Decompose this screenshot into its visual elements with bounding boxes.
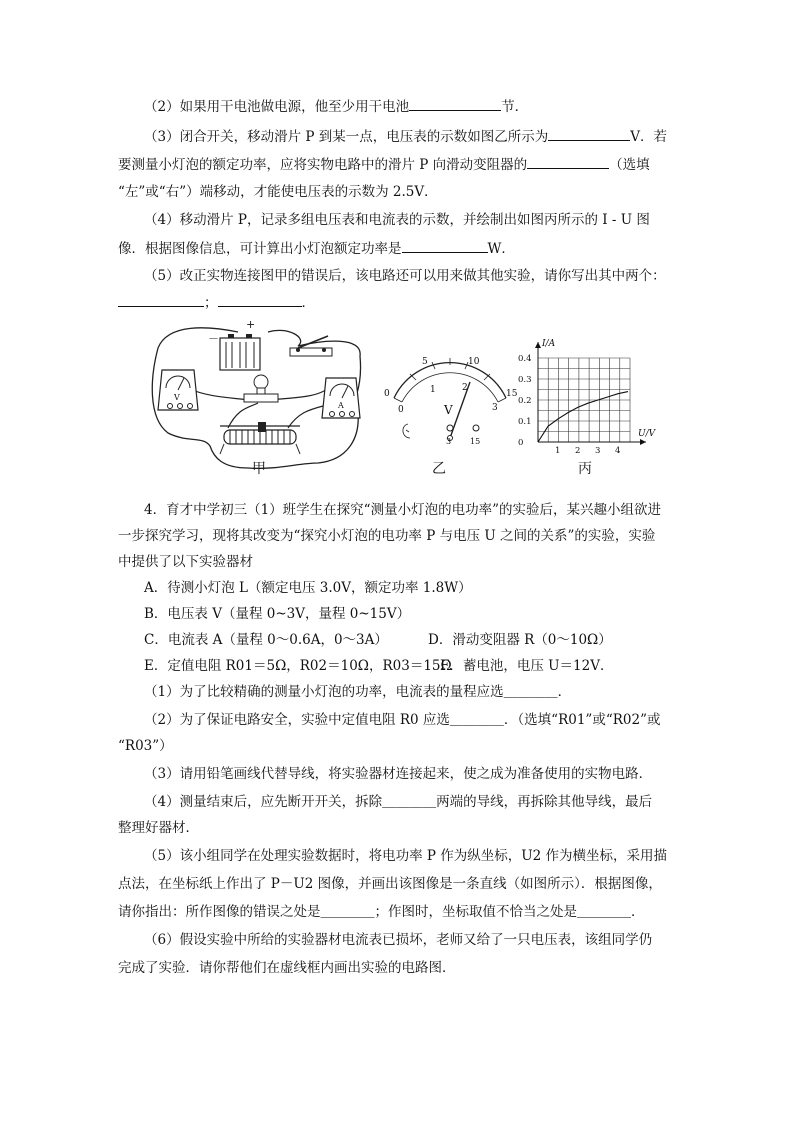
figure-jia-label: 甲 (252, 461, 266, 477)
voltmeter-icon (158, 370, 198, 410)
q4-item-F: F．蓄电池，电压 U＝12V． (440, 658, 614, 674)
q3-part2: （2）如果用干电池做电源，他至少用干电池 节． (144, 96, 528, 117)
q4-sub4-line2: 整理好器材． (118, 820, 199, 836)
ammeter-label: A (338, 401, 344, 410)
q4-sub6-line2: 完成了实验．请你帮他们在虚线框内画出实验的电路图． (118, 960, 456, 976)
tick-outer-15: 15 (506, 389, 518, 399)
q3-part3-line2: 要测量小灯泡的额定功率，应将实物电路中的滑片 P 向滑动变阻器的 （选填 (118, 154, 650, 175)
tick-inner-1: 1 (430, 385, 436, 395)
answer-blank[interactable] (548, 126, 630, 141)
tick-outer-5: 5 (422, 357, 428, 367)
answer-blank[interactable] (402, 238, 488, 253)
q4-sub2-line1: （2）为了保证电路安全，实验中定值电阻 R0 应选＿＿＿＿．（选填“R01”或“R02”或 (144, 712, 661, 728)
answer-blank[interactable] (527, 154, 609, 169)
x-tick-label: 1 (555, 446, 561, 456)
figure-yi-voltmeter-dial (380, 352, 520, 452)
terminal-minus-icon (403, 424, 410, 438)
q4-item-E: E．定值电阻 R01＝5Ω，R02＝10Ω，R03＝15Ω (144, 658, 452, 674)
terminal-3-icon (447, 425, 453, 431)
tick-inner-2: 2 (462, 383, 468, 393)
tick-inner-3: 3 (492, 403, 498, 413)
y-axis-label: I/A (542, 339, 556, 349)
chart-series (538, 392, 628, 442)
y-tick-label: 0.2 (518, 396, 532, 406)
q4-item-D: D．滑动变阻器 R（0～10Ω） (428, 632, 612, 648)
tick-outer-10: 10 (468, 357, 480, 367)
figure-jia-circuit (148, 318, 370, 476)
dial-arc-outer (394, 363, 506, 398)
y-axis-arrow-icon (535, 342, 541, 348)
dial-ticks (394, 358, 506, 402)
wire (228, 403, 323, 428)
x-axis-label: U/V (638, 429, 656, 439)
bulb-icon (244, 375, 278, 402)
y-tick-label: 0.1 (518, 417, 532, 427)
q3-part5-line2: ； ． (118, 292, 315, 313)
q4-intro-line2: 一步探究学习，现将其改变为“探究小灯泡的电功率 P 与电压 U 之间的关系”的实验，实验 (118, 528, 656, 544)
tick-inner-0: 0 (398, 405, 404, 415)
q4-item-C: C．电流表 A（量程 0～0.6A，0～3A） (144, 632, 388, 648)
y-tick-label: 0.4 (518, 354, 532, 364)
q4-item-B: B．电压表 V（量程 0~3V，量程 0~15V） (144, 606, 411, 622)
q4-sub5-line3: 请你指出：所作图像的错误之处是＿＿＿＿；作图时，坐标取值不恰当之处是＿＿＿＿． (118, 904, 645, 920)
x-tick-label: 3 (595, 446, 601, 456)
q3-part4-line2: 像．根据图像信息，可计算出小灯泡额定功率是 W． (118, 238, 515, 259)
q4-sub5-line1: （5）该小组同学在处理实验数据时，将电功率 P 作为纵坐标，U2 作为横坐标，采用描 (144, 848, 668, 864)
terminal-15-icon (473, 425, 479, 431)
x-tick-label: 4 (615, 446, 621, 456)
q4-sub6-line1: （6）假设实验中所给的实验器材电流表已损坏，老师又给了一只电压表，该组同学仍 (144, 932, 653, 948)
rheostat-icon (220, 422, 300, 454)
chart-grid (538, 358, 630, 442)
x-axis-arrow-icon (640, 439, 646, 445)
voltmeter-label: V (174, 393, 180, 402)
chart-labels (518, 339, 657, 456)
answer-blank[interactable] (218, 292, 302, 307)
terminal-15-label: 15 (470, 437, 481, 446)
ammeter-icon (322, 378, 360, 418)
iu-curve (538, 392, 628, 442)
q3-part5-line1: （5）改正实物连接图甲的错误后，该电路还可以用来做其他实验，请你写出其中两个： (144, 268, 666, 284)
dial-arc-inner (402, 373, 498, 402)
dial-unit-label: V (444, 403, 453, 417)
battery-minus-label: － (208, 332, 219, 345)
figure-bing-iu-chart (510, 336, 670, 456)
x-tick-label: 2 (575, 446, 581, 456)
battery-icon (220, 334, 260, 370)
y-tick-label: 0 (518, 438, 524, 448)
terminal-3-label: 3 (446, 437, 452, 446)
answer-blank[interactable] (409, 96, 501, 111)
q3-part4-line1: （4）移动滑片 P，记录多组电压表和电流表的示数，并绘制出如图丙所示的 I - U 图 (144, 212, 650, 228)
q3-part3-line1: （3）闭合开关，移动滑片 P 到某一点，电压表的示数如图乙所示为 V．若 (144, 126, 667, 147)
q4-sub4-line1: （4）测量结束后，应先断开开关，拆除＿＿＿＿两端的导线，再拆除其他导线，最后 (144, 794, 653, 810)
q4-intro-line1: 4．育才中学初三（1）班学生在探究“测量小灯泡的电功率”的实验后，某兴趣小组欲进 (144, 502, 661, 518)
q4-item-A: A．待测小灯泡 L（额定电压 3.0V，额定功率 1.8W） (144, 580, 472, 596)
circuit-drawing (148, 318, 370, 476)
q4-sub2-line2: “R03”） (118, 738, 173, 754)
dial-drawing (380, 352, 520, 452)
q4-sub1: （1）为了比较精确的测量小灯泡的功率，电流表的量程应选＿＿＿＿． (144, 684, 572, 700)
q4-intro-line3: 中提供了以下实验器材 (118, 554, 253, 570)
iu-chart-svg (510, 336, 670, 456)
tick-outer-0: 0 (384, 389, 390, 399)
switch-icon (290, 336, 332, 356)
figure-yi-label: 乙 (432, 461, 446, 477)
q4-sub3: （3）请用铅笔画线代替导线，将实验器材连接起来，使之成为准备使用的实物电路． (144, 766, 653, 782)
battery-plus-label: + (246, 318, 256, 331)
chart-axes (535, 342, 646, 445)
answer-blank[interactable] (118, 292, 204, 307)
figure-bing-label: 丙 (578, 461, 592, 477)
q3-part3-line3: “左”或“右”）端移动，才能使电压表的示数为 2.5V． (118, 184, 438, 200)
q4-sub5-line2: 点法，在坐标纸上作出了 P－U2 图像，并画出该图像是一条直线（如图所示）．根据图像， (118, 876, 662, 892)
y-tick-label: 0.3 (518, 375, 532, 385)
